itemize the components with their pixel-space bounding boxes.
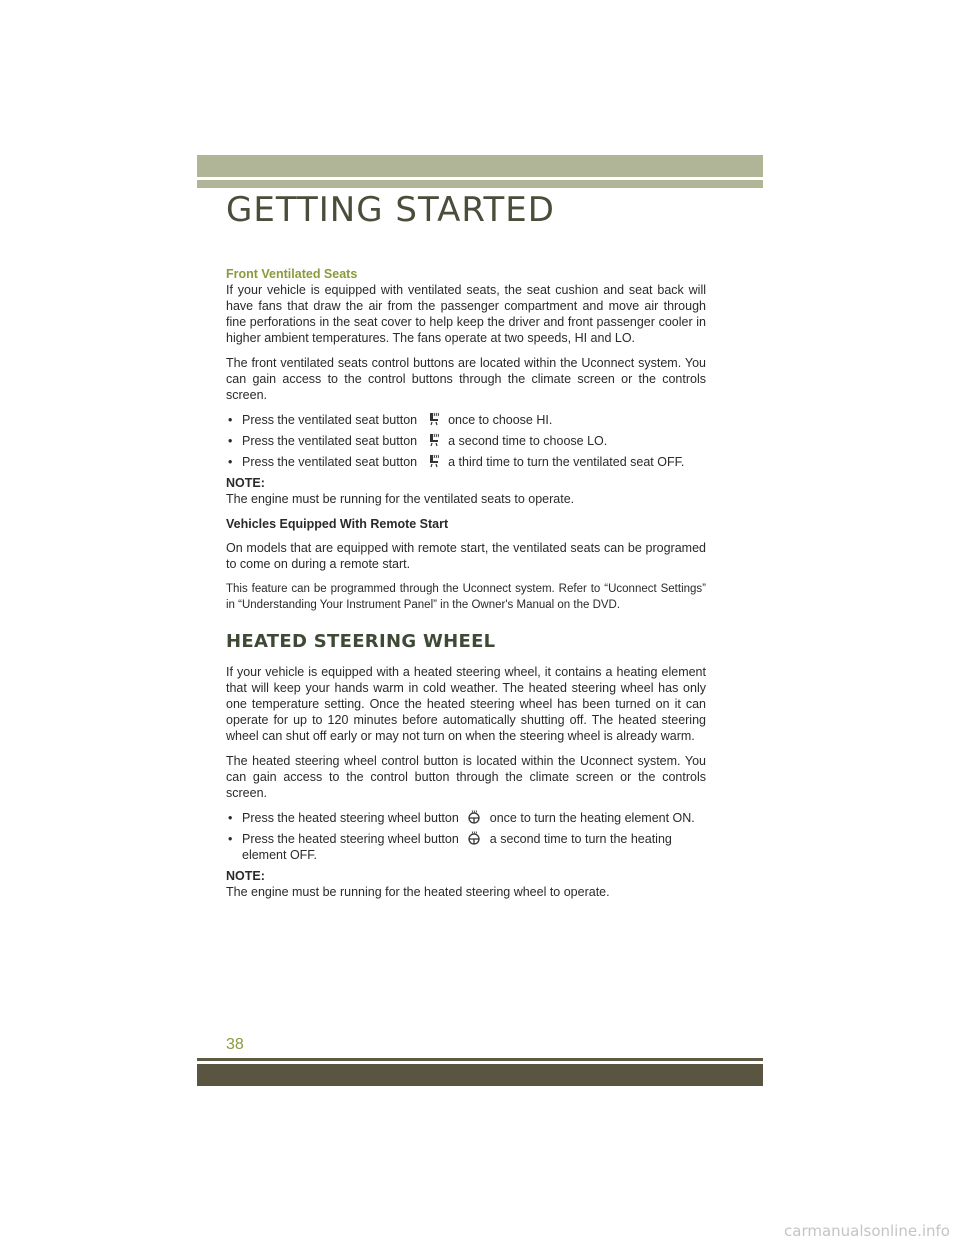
bullet-text: a second time to turn the heating element OFF.	[242, 832, 672, 862]
footer-bar	[197, 1064, 763, 1086]
paragraph: If your vehicle is equipped with a heated steering wheel, it contains a heating element that will keep your hands warm in cold weather. The heated steering wheel has only one temperature setting. Once the heated steering wheel has been turned on it can operate for up to 120 minutes before automatically shutting off. The heated steering wheel can shut off early or may not turn on when the steering wheel is already warm.	[226, 665, 706, 743]
note-text: The engine must be running for the ventilated seats to operate.	[226, 492, 575, 506]
ventilated-seat-icon	[425, 433, 441, 447]
heated-steering-wheel-icon	[466, 831, 482, 845]
bullet-text: a second time to choose LO.	[448, 434, 608, 448]
bullet-text: once to turn the heating element ON.	[489, 811, 695, 825]
bullet-dot: •	[228, 413, 233, 427]
bullet-item	[226, 412, 706, 428]
bullet-text: Press the ventilated seat button	[242, 434, 418, 448]
note-label: NOTE:	[226, 869, 265, 883]
bullet-text: Press the heated steering wheel button	[242, 811, 459, 825]
bullet-text: a third time to turn the ventilated seat OFF.	[448, 455, 685, 469]
watermark: carmanualsonline.info	[784, 1222, 950, 1240]
subheading-remote-start: Vehicles Equipped With Remote Start	[226, 517, 449, 531]
heading-heated-steering-wheel: HEATED STEERING WHEEL	[226, 631, 496, 652]
paragraph: If your vehicle is equipped with ventilated seats, the seat cushion and seat back will have fans that draw the air from the passenger compartment and move air through fine perforations in the seat cover to help keep the driver and front passenger cooler in higher ambient temperatures. The fans operate at two speeds, HI and LO.	[226, 283, 706, 345]
bullet-text: Press the ventilated seat button	[242, 455, 418, 469]
bullet-text: Press the heated steering wheel button	[242, 832, 459, 846]
section-header: GETTING STARTED	[226, 190, 555, 230]
ventilated-seat-icon	[425, 454, 441, 468]
bullet-item	[226, 831, 706, 863]
paragraph: This feature can be programmed through the Uconnect system. Refer to “Uconnect Settings” in “Understanding Your Instrument Panel” in the Owner's Manual on the DVD.	[226, 583, 706, 611]
header-bar	[197, 155, 763, 177]
bullet-dot: •	[228, 434, 233, 448]
header-bar-thin	[197, 180, 763, 188]
paragraph: On models that are equipped with remote start, the ventilated seats can be programed to come on during a remote start.	[226, 541, 706, 571]
note-text: The engine must be running for the heated steering wheel to operate.	[226, 885, 610, 899]
heated-steering-wheel-icon	[466, 810, 482, 824]
bullet-dot: •	[228, 455, 233, 469]
bullet-item	[226, 454, 706, 470]
note-label: NOTE:	[226, 476, 265, 490]
bullet-item	[226, 810, 706, 826]
page-number: 38	[226, 1036, 244, 1053]
bullet-text: Press the ventilated seat button	[242, 413, 418, 427]
bullet-text: once to choose HI.	[448, 413, 553, 427]
footer-line	[197, 1058, 763, 1061]
paragraph: The front ventilated seats control buttons are located within the Uconnect system. You can gain access to the control buttons through the climate screen or the controls screen.	[226, 356, 706, 402]
page-content	[226, 266, 706, 909]
subheading-ventilated-seats: Front Ventilated Seats	[226, 267, 358, 281]
bullet-item	[226, 433, 706, 449]
bullet-dot: •	[228, 811, 233, 825]
paragraph: The heated steering wheel control button is located within the Uconnect system. You can gain access to the control button through the climate screen or the controls screen.	[226, 754, 706, 800]
bullet-dot: •	[228, 832, 233, 846]
ventilated-seat-icon	[425, 412, 441, 426]
